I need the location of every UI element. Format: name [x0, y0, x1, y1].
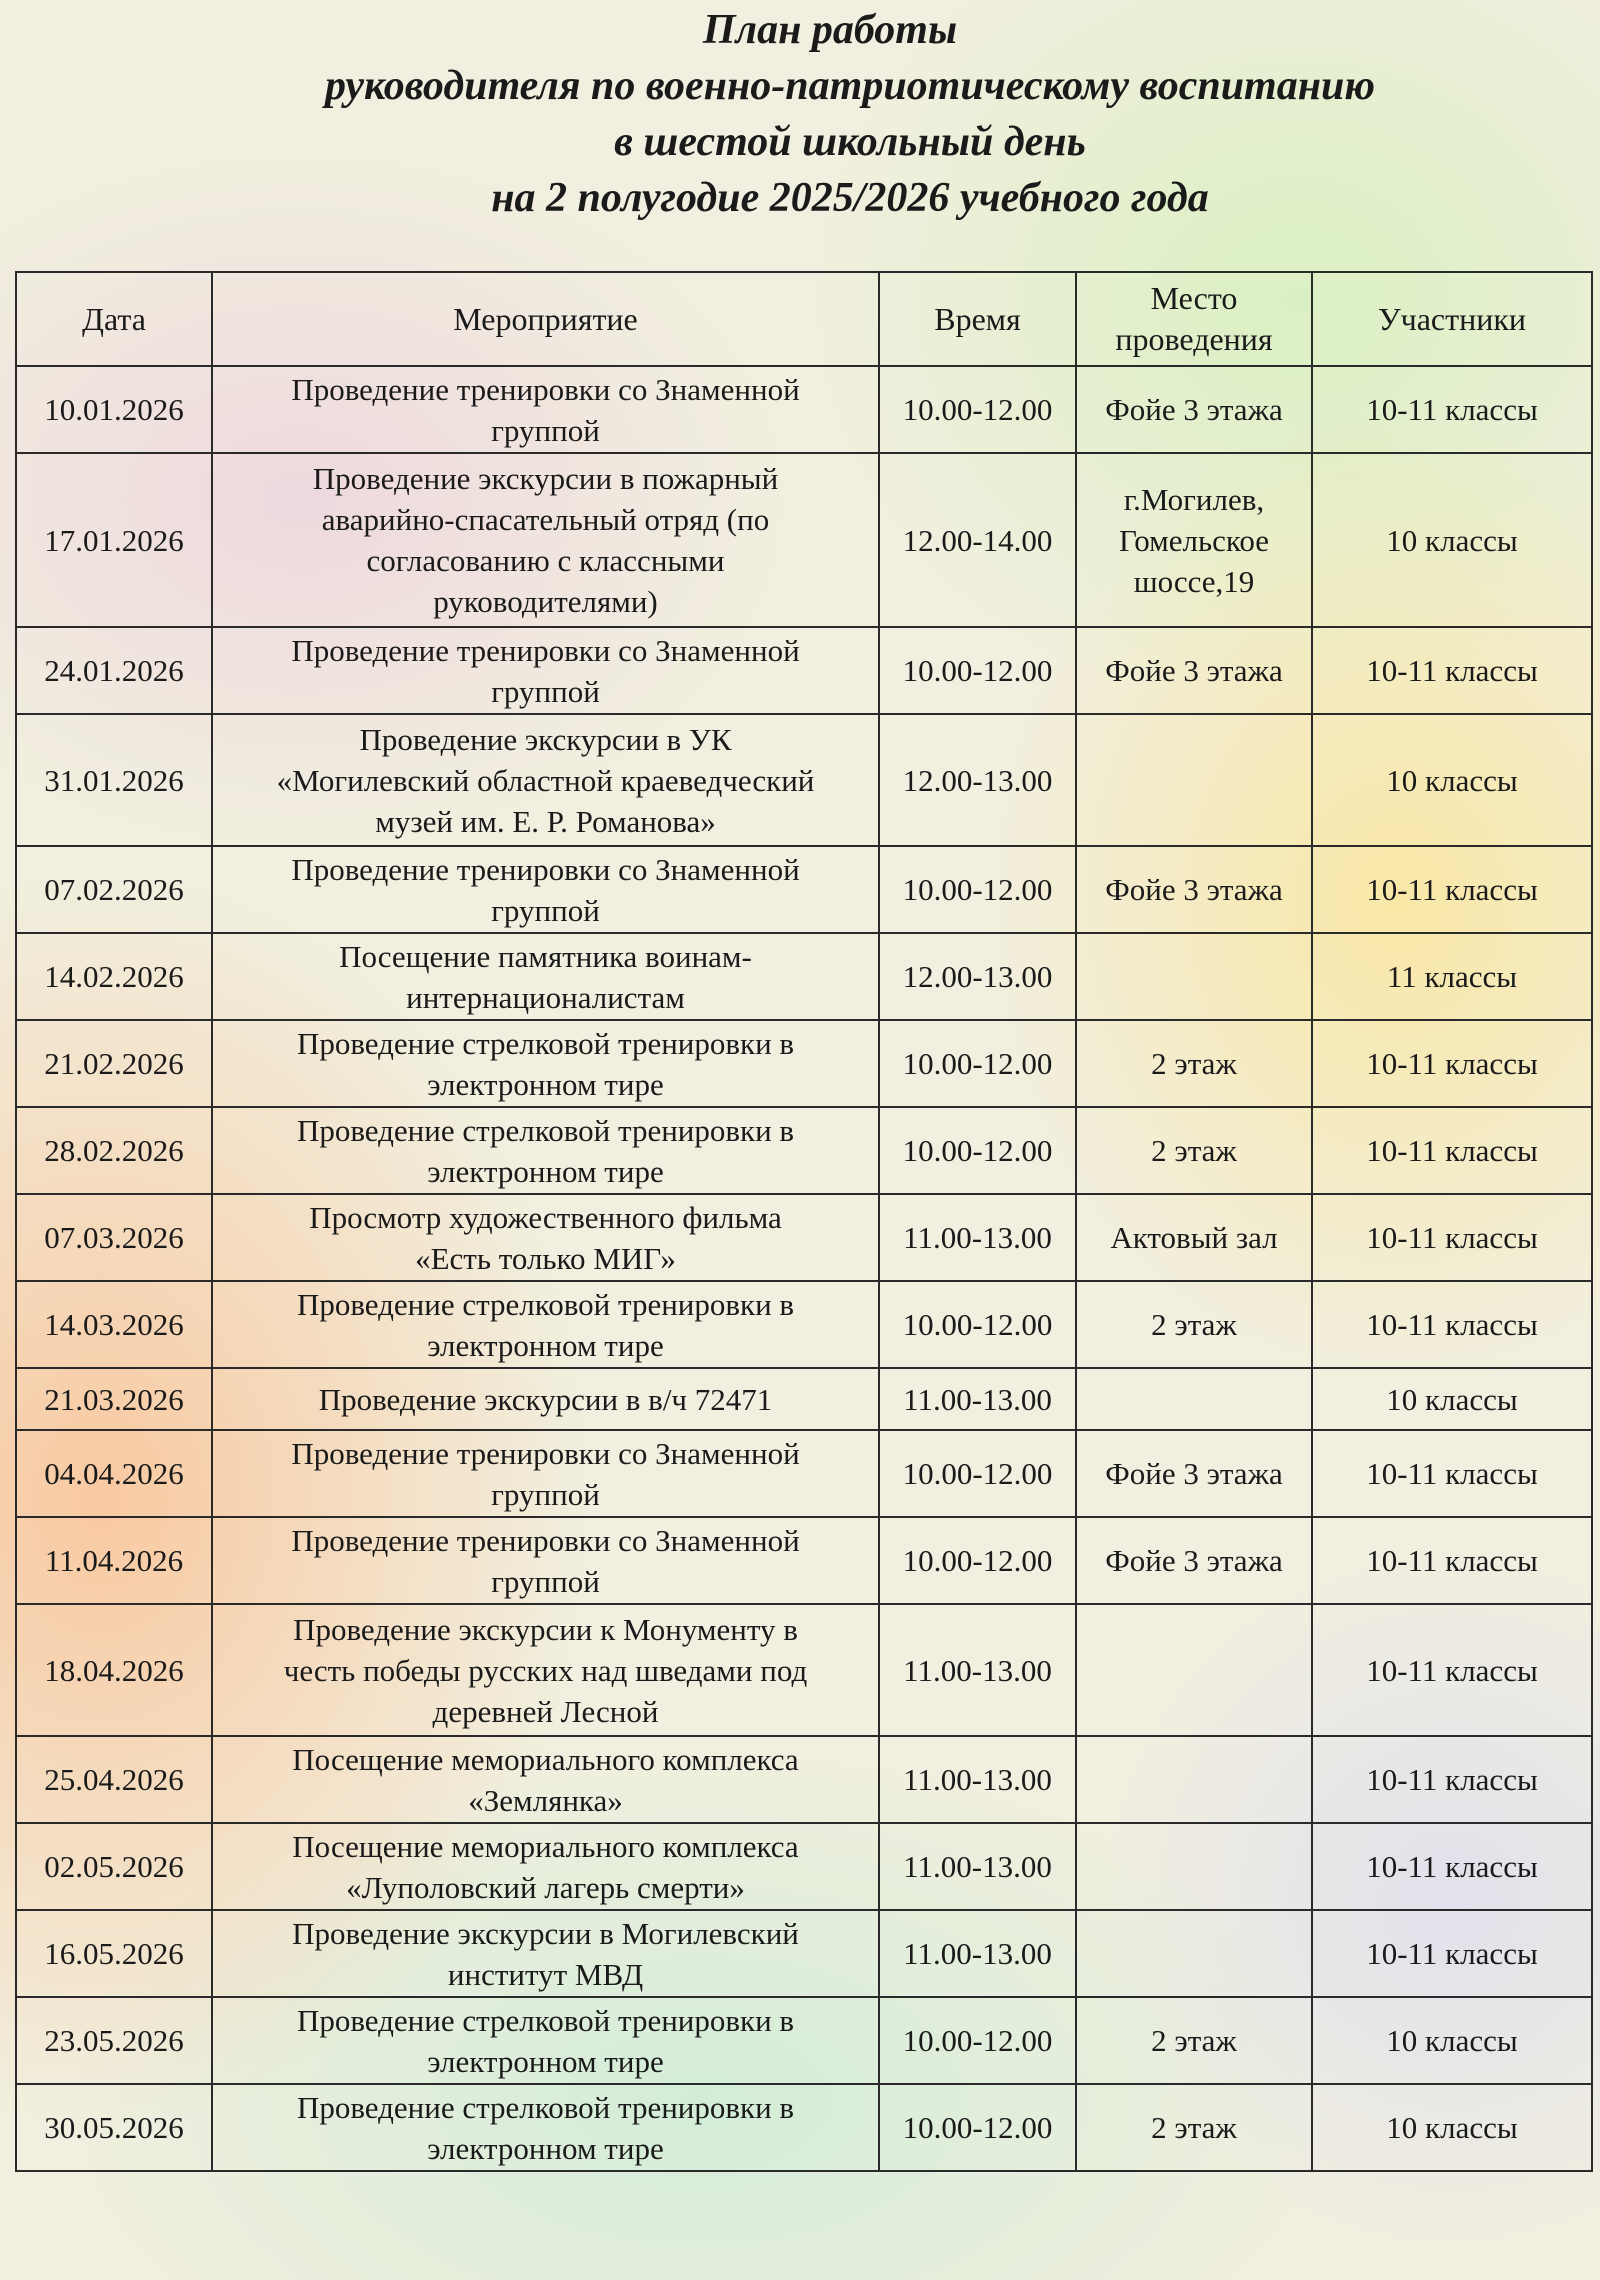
cell-place: [1076, 714, 1312, 846]
cell-event: [212, 1517, 879, 1604]
table-header-row: [16, 272, 1592, 366]
place-text-line: 2 этаж: [1151, 1307, 1237, 1342]
cell-participants: 10-11 классы: [1312, 1910, 1592, 1997]
event-text-line: честь победы русских над шведами под: [283, 1652, 808, 1688]
event-text-line: Просмотр художественного фильма: [309, 1199, 782, 1235]
document-title: [0, 2, 1600, 226]
cell-event: [212, 1910, 879, 1997]
event-text-line: «Есть только МИГ»: [415, 1240, 676, 1276]
event-text-line: интернационалистам: [406, 979, 685, 1015]
event-text-line: «Могилевский областной краеведческий: [276, 762, 815, 798]
cell-event: [212, 1194, 879, 1281]
event-text-line: Проведение экскурсии в Могилевский: [292, 1915, 799, 1951]
cell-date: 10.01.2026: [16, 366, 212, 453]
table-row: [16, 1736, 1592, 1823]
cell-date: 02.05.2026: [16, 1823, 212, 1910]
table-row: [16, 1604, 1592, 1736]
cell-time: 10.00-12.00: [879, 1997, 1076, 2084]
event-text-line: институт МВД: [447, 1956, 644, 1992]
table-row: [16, 933, 1592, 1020]
event-text-line: Проведение тренировки со Знаменной: [291, 1435, 800, 1471]
title-line-3: в шестой школьный день: [614, 119, 1086, 165]
cell-time: 11.00-13.00: [879, 1736, 1076, 1823]
cell-participants: 10 классы: [1312, 714, 1592, 846]
cell-event: [212, 627, 879, 714]
cell-date: 30.05.2026: [16, 2084, 212, 2171]
place-text-line: Фойе 3 этажа: [1105, 1543, 1283, 1578]
cell-place: [1076, 1020, 1312, 1107]
place-text-line: Фойе 3 этажа: [1105, 1456, 1283, 1491]
place-text-line: шоссе,19: [1133, 563, 1255, 599]
header-place: [1076, 272, 1312, 366]
cell-time: 12.00-14.00: [879, 453, 1076, 627]
cell-event: [212, 714, 879, 846]
cell-time: 12.00-13.00: [879, 933, 1076, 1020]
cell-participants: 10-11 классы: [1312, 1604, 1592, 1736]
cell-participants: 10-11 классы: [1312, 1823, 1592, 1910]
header-place-line-2: проведения: [1115, 321, 1273, 357]
cell-time: 10.00-12.00: [879, 1281, 1076, 1368]
table-row: [16, 1430, 1592, 1517]
event-text-line: электронном тире: [427, 2043, 664, 2079]
event-text-line: Посещение мемориального комплекса: [292, 1828, 799, 1864]
table-row: [16, 2084, 1592, 2171]
cell-participants: 10-11 классы: [1312, 1194, 1592, 1281]
cell-time: 10.00-12.00: [879, 1020, 1076, 1107]
table-row: [16, 1517, 1592, 1604]
cell-date: 18.04.2026: [16, 1604, 212, 1736]
cell-time: 10.00-12.00: [879, 1430, 1076, 1517]
cell-participants: 10-11 классы: [1312, 1736, 1592, 1823]
table-row: [16, 1020, 1592, 1107]
place-text-line: г.Могилев,: [1123, 481, 1265, 517]
place-text-line: 2 этаж: [1151, 1133, 1237, 1168]
event-text-line: группой: [491, 892, 600, 928]
cell-date: 21.02.2026: [16, 1020, 212, 1107]
cell-time: 10.00-12.00: [879, 1517, 1076, 1604]
place-text-line: 2 этаж: [1151, 2023, 1237, 2058]
event-text-line: музей им. Е. Р. Романова»: [375, 803, 716, 839]
cell-place: [1076, 1368, 1312, 1430]
event-text-line: аварийно-спасательный отряд (по: [321, 502, 770, 537]
place-text-line: Фойе 3 этажа: [1105, 653, 1283, 688]
schedule-body: [16, 366, 1592, 2171]
cell-date: 14.02.2026: [16, 933, 212, 1020]
place-text-line: 2 этаж: [1151, 2110, 1237, 2145]
cell-event: [212, 933, 879, 1020]
cell-time: 10.00-12.00: [879, 1107, 1076, 1194]
event-text-line: Проведение стрелковой тренировки в: [296, 2089, 795, 2125]
table-row: [16, 1997, 1592, 2084]
cell-time: 11.00-13.00: [879, 1368, 1076, 1430]
cell-time: 10.00-12.00: [879, 846, 1076, 933]
cell-participants: 11 классы: [1312, 933, 1592, 1020]
cell-date: 17.01.2026: [16, 453, 212, 627]
cell-place: [1076, 1736, 1312, 1823]
event-text-line: группой: [491, 1563, 600, 1599]
header-place-line-1: Место: [1150, 280, 1238, 316]
cell-place: [1076, 1997, 1312, 2084]
cell-time: 10.00-12.00: [879, 366, 1076, 453]
event-text-line: Проведение тренировки со Знаменной: [291, 851, 800, 887]
cell-date: 07.03.2026: [16, 1194, 212, 1281]
table-row: [16, 1823, 1592, 1910]
cell-event: [212, 2084, 879, 2171]
cell-event: [212, 1736, 879, 1823]
event-text-line: Проведение тренировки со Знаменной: [291, 1522, 800, 1558]
cell-date: 14.03.2026: [16, 1281, 212, 1368]
table-row: [16, 1107, 1592, 1194]
event-text-line: группой: [491, 673, 600, 709]
cell-participants: 10 классы: [1312, 1997, 1592, 2084]
event-text-line: электронном тире: [427, 2130, 664, 2166]
table-row: [16, 366, 1592, 453]
cell-event: [212, 1368, 879, 1430]
event-text-line: Посещение памятника воинам-: [339, 938, 752, 974]
cell-time: 11.00-13.00: [879, 1194, 1076, 1281]
event-text-line: Проведение экскурсии в УК: [359, 721, 732, 757]
title-line-1: План работы: [702, 7, 958, 53]
event-text-line: Проведение стрелковой тренировки в: [296, 1112, 795, 1148]
table-row: [16, 627, 1592, 714]
event-text-line: «Луполовский лагерь смерти»: [346, 1869, 745, 1905]
cell-event: [212, 366, 879, 453]
cell-place: [1076, 2084, 1312, 2171]
event-text-line: деревней Лесной: [432, 1693, 659, 1729]
event-text-line: Проведение экскурсии к Монументу в: [293, 1611, 798, 1647]
header-event: Мероприятие: [212, 272, 879, 366]
event-text-line: Проведение экскурсии в пожарный: [312, 461, 779, 496]
table-row: [16, 1194, 1592, 1281]
cell-time: 11.00-13.00: [879, 1910, 1076, 1997]
cell-participants: 10-11 классы: [1312, 1517, 1592, 1604]
cell-participants: 10-11 классы: [1312, 627, 1592, 714]
cell-date: 31.01.2026: [16, 714, 212, 846]
event-text-line: группой: [491, 1476, 600, 1512]
table-row: [16, 1910, 1592, 1997]
place-text-line: Фойе 3 этажа: [1105, 392, 1283, 427]
cell-event: [212, 1823, 879, 1910]
place-text-line: Фойе 3 этажа: [1105, 872, 1283, 907]
cell-event: [212, 1107, 879, 1194]
cell-participants: 10-11 классы: [1312, 1020, 1592, 1107]
event-text-line: Проведение стрелковой тренировки в: [296, 2002, 795, 2038]
event-text-line: Проведение экскурсии в в/ч 72471: [318, 1381, 773, 1417]
event-text-line: Проведение тренировки со Знаменной: [291, 632, 800, 668]
cell-participants: 10 классы: [1312, 453, 1592, 627]
cell-place: [1076, 846, 1312, 933]
cell-participants: 10-11 классы: [1312, 1281, 1592, 1368]
cell-event: [212, 1020, 879, 1107]
cell-place: [1076, 1517, 1312, 1604]
cell-place: [1076, 1107, 1312, 1194]
cell-time: 11.00-13.00: [879, 1823, 1076, 1910]
event-text-line: Проведение стрелковой тренировки в: [296, 1286, 795, 1322]
cell-date: 21.03.2026: [16, 1368, 212, 1430]
cell-date: 07.02.2026: [16, 846, 212, 933]
cell-place: [1076, 1910, 1312, 1997]
cell-place: [1076, 933, 1312, 1020]
cell-event: [212, 1430, 879, 1517]
cell-participants: 10-11 классы: [1312, 1430, 1592, 1517]
cell-date: 25.04.2026: [16, 1736, 212, 1823]
place-text-line: Гомельское: [1119, 522, 1269, 558]
cell-event: [212, 846, 879, 933]
cell-date: 16.05.2026: [16, 1910, 212, 1997]
cell-participants: 10-11 классы: [1312, 846, 1592, 933]
event-text-line: руководителями): [433, 584, 658, 619]
cell-participants: 10 классы: [1312, 1368, 1592, 1430]
place-text-line: 2 этаж: [1151, 1046, 1237, 1081]
cell-date: 24.01.2026: [16, 627, 212, 714]
cell-time: 12.00-13.00: [879, 714, 1076, 846]
cell-event: [212, 1604, 879, 1736]
table-row: [16, 846, 1592, 933]
event-text-line: группой: [491, 412, 600, 448]
cell-time: 11.00-13.00: [879, 1604, 1076, 1736]
table-row: [16, 453, 1592, 627]
cell-place: [1076, 453, 1312, 627]
event-text-line: Проведение стрелковой тренировки в: [296, 1025, 795, 1061]
header-participants: Участники: [1312, 272, 1592, 366]
cell-event: [212, 1997, 879, 2084]
event-text-line: «Землянка»: [468, 1782, 623, 1818]
event-text-line: Посещение мемориального комплекса: [292, 1741, 799, 1777]
table-row: [16, 1281, 1592, 1368]
cell-date: 28.02.2026: [16, 1107, 212, 1194]
title-line-4: на 2 полугодие 2025/2026 учебного года: [491, 175, 1209, 221]
cell-participants: 10-11 классы: [1312, 366, 1592, 453]
schedule-table: [15, 271, 1593, 2172]
event-text-line: согласованию с классными: [366, 543, 725, 578]
cell-place: [1076, 627, 1312, 714]
table-row: [16, 714, 1592, 846]
header-time: Время: [879, 272, 1076, 366]
cell-place: [1076, 1430, 1312, 1517]
cell-participants: 10 классы: [1312, 2084, 1592, 2171]
table-row: [16, 1368, 1592, 1430]
cell-time: 10.00-12.00: [879, 627, 1076, 714]
event-text-line: электронном тире: [427, 1153, 664, 1189]
cell-place: [1076, 1194, 1312, 1281]
cell-place: [1076, 366, 1312, 453]
cell-place: [1076, 1823, 1312, 1910]
title-line-2: руководителя по военно-патриотическому воспитанию: [324, 63, 1376, 109]
cell-date: 04.04.2026: [16, 1430, 212, 1517]
event-text-line: Проведение тренировки со Знаменной: [291, 371, 800, 407]
cell-date: 11.04.2026: [16, 1517, 212, 1604]
cell-date: 23.05.2026: [16, 1997, 212, 2084]
event-text-line: электронном тире: [427, 1066, 664, 1102]
cell-event: [212, 1281, 879, 1368]
cell-place: [1076, 1281, 1312, 1368]
cell-time: 10.00-12.00: [879, 2084, 1076, 2171]
cell-participants: 10-11 классы: [1312, 1107, 1592, 1194]
header-date: Дата: [16, 272, 212, 366]
cell-event: [212, 453, 879, 627]
place-text-line: Актовый зал: [1110, 1220, 1278, 1255]
cell-place: [1076, 1604, 1312, 1736]
event-text-line: электронном тире: [427, 1327, 664, 1363]
